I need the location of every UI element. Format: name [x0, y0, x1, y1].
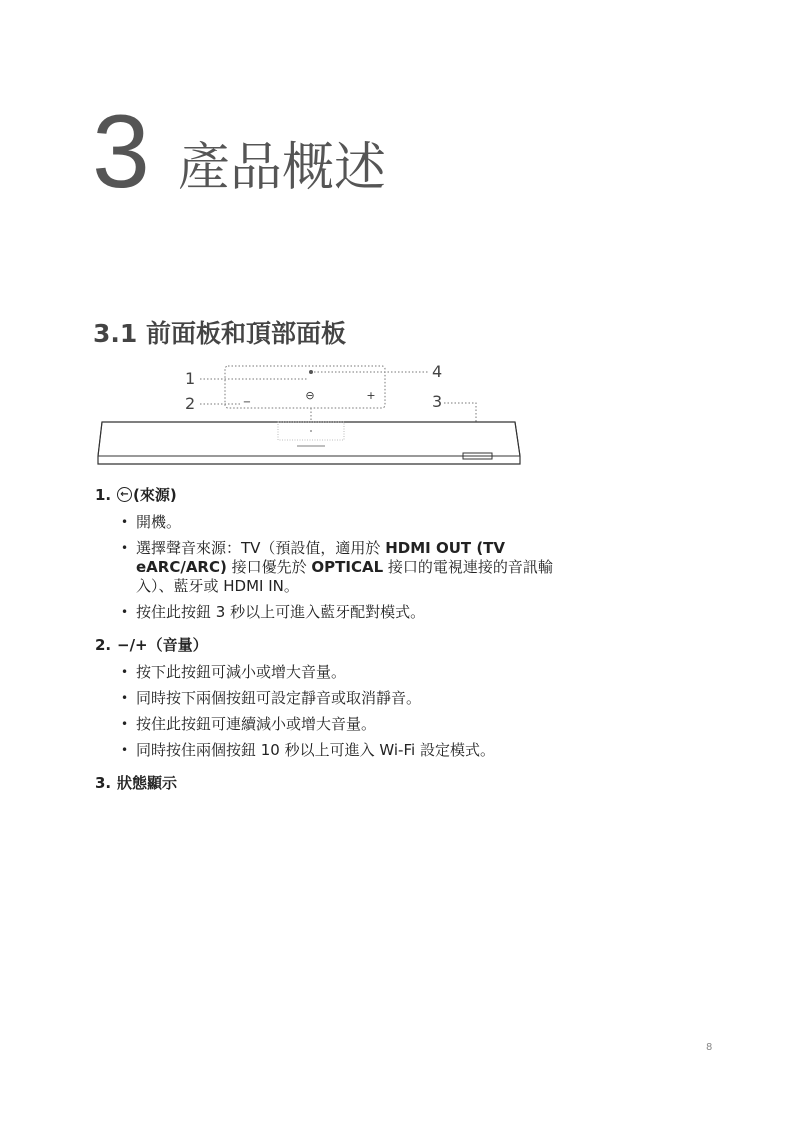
item-number: 3. — [95, 773, 112, 792]
section-title: 前面板和頂部面板 — [146, 319, 347, 348]
item-title: 狀態顯示 — [117, 774, 178, 792]
source-icon: ⊖ — [305, 389, 315, 402]
page-number: 8 — [706, 1042, 713, 1053]
volume-down-icon: − — [242, 397, 252, 408]
bullet-text: HDMI OUT (TV eARC/ARC) — [136, 539, 506, 576]
soundbar-diagram — [92, 360, 532, 470]
bullet-text: 按住此按鈕可連續減小或增大音量。 — [136, 715, 377, 733]
item-list — [95, 484, 555, 801]
source-icon: ← — [117, 487, 132, 502]
callout-2: 2 — [185, 394, 196, 413]
item-heading — [95, 634, 555, 655]
item-number: 1. — [95, 485, 112, 504]
callout-3: 3 — [432, 392, 443, 411]
callout-1: 1 — [185, 369, 196, 388]
bullet-text: 接口的電視連接的音訊輸入）、藍牙或 HDMI IN。 — [136, 558, 553, 595]
bullet-item — [121, 741, 555, 760]
soundbar-body — [98, 422, 520, 464]
bullet-item — [121, 539, 555, 596]
section-heading — [93, 314, 346, 350]
status-led-icon — [309, 370, 313, 374]
chapter-title: 產品概述 — [178, 138, 387, 198]
bullet-item — [121, 715, 555, 734]
bullet-item — [121, 603, 555, 622]
item-heading — [95, 484, 555, 505]
bullet-text: OPTICAL — [311, 558, 384, 576]
volume-up-icon: + — [366, 389, 376, 402]
section-number: 3.1 — [93, 319, 138, 348]
bullet-list — [95, 663, 555, 760]
bullet-item — [121, 689, 555, 708]
bullet-text: 同時按下兩個按鈕可設定靜音或取消靜音。 — [136, 689, 422, 707]
bullet-text: 選擇聲音來源：TV（預設值，適用於 — [136, 539, 386, 557]
item-number: 2. — [95, 635, 112, 654]
bullet-text: 同時按住兩個按鈕 10 秒以上可進入 Wi-Fi 設定模式。 — [136, 741, 495, 759]
callout-4: 4 — [432, 362, 443, 381]
bullet-text: 按住此按鈕 3 秒以上可進入藍牙配對模式。 — [136, 603, 426, 621]
bullet-list — [95, 513, 555, 622]
item-heading — [95, 772, 555, 793]
bullet-text: 按下此按鈕可減小或增大音量。 — [136, 663, 347, 681]
bullet-text: 開機。 — [136, 513, 182, 531]
bullet-item — [121, 663, 555, 682]
item-title: (來源) — [133, 486, 177, 504]
item-title: −/+（音量） — [117, 636, 208, 654]
chapter-number: 3 — [92, 94, 148, 210]
bullet-item — [121, 513, 555, 532]
bullet-text: 接口優先於 — [226, 558, 312, 576]
